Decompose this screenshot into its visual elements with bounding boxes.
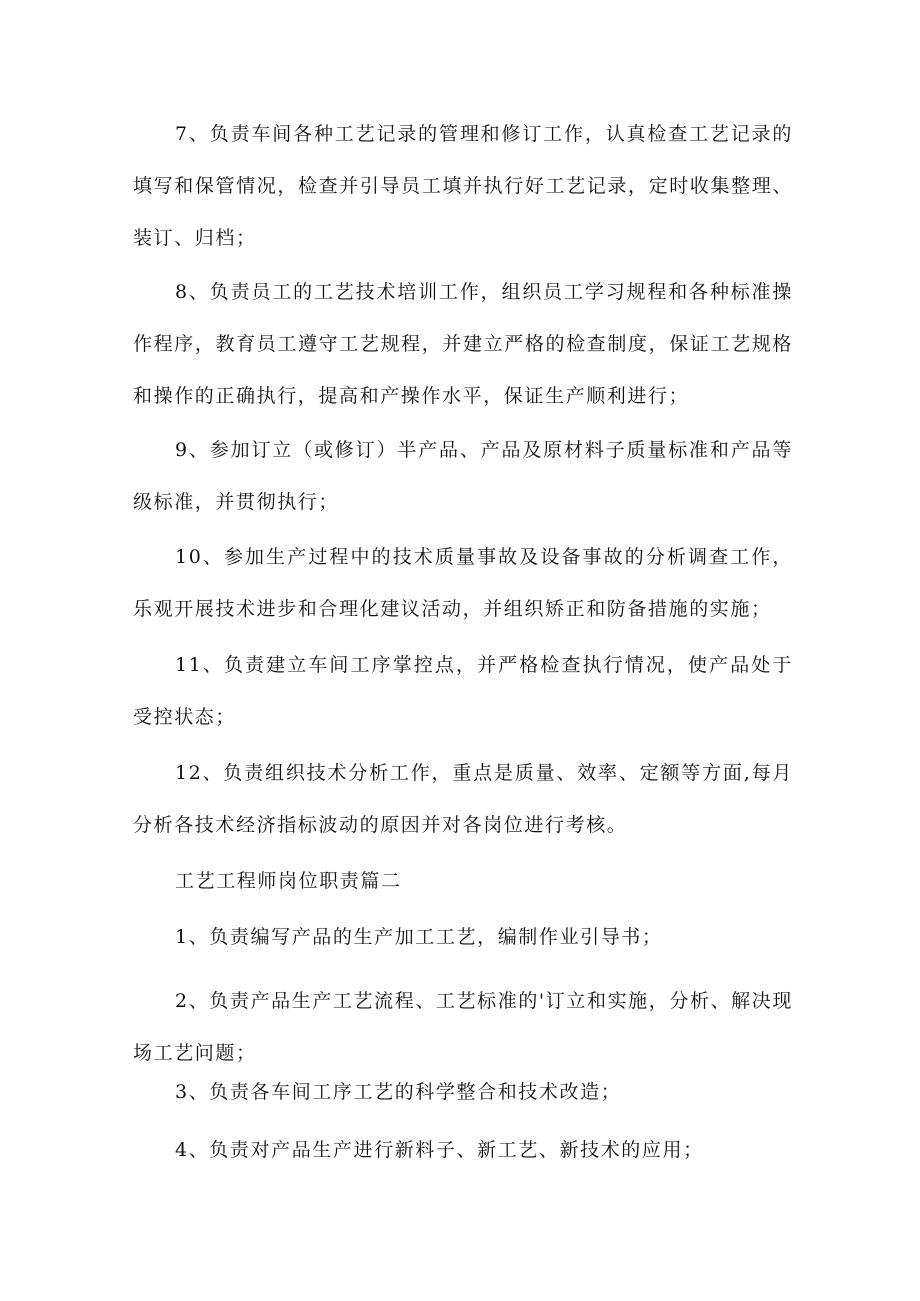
paragraph-item-11: 11、负责建立车间工序掌控点，并严格检查执行情况，使产品处于受控状态； bbox=[133, 654, 793, 728]
paragraph-item-9: 9、参加订立（或修订）半产品、产品及原材料子质量标准和产品等级标准，并贯彻执行； bbox=[133, 439, 793, 513]
paragraph-item-12: 12、负责组织技术分析工作，重点是质量、效率、定额等方面,每月分析各技术经济指标波动的原因并对各岗位进行考核。 bbox=[133, 762, 793, 836]
section-item-4: 4、负责对产品生产进行新料子、新工艺、新技术的应用； bbox=[175, 1139, 704, 1161]
paragraph-item-8: 8、负责员工的工艺技术培训工作，组织员工学习规程和各种标准操作程序，教育员工遵守工艺规程，并建立严格的检查制度，保证工艺规格和操作的正确执行，提高和产操作水平，保证生产顺利进行； bbox=[133, 281, 793, 407]
section-heading: 工艺工程师岗位职责篇二 bbox=[175, 870, 402, 892]
section-item-1: 1、负责编写产品的生产加工工艺，编制作业引导书； bbox=[175, 926, 663, 948]
paragraph-item-7: 7、负责车间各种工艺记录的管理和修订工作，认真检查工艺记录的填写和保管情况，检查并引导员工填并执行好工艺记录，定时收集整理、装订、归档； bbox=[133, 123, 793, 249]
section-item-2: 2、负责产品生产工艺流程、工艺标准的'订立和实施，分析、解决现场工艺问题； bbox=[133, 990, 793, 1064]
paragraph-item-10: 10、参加生产过程中的技术质量事故及设备事故的分析调查工作，乐观开展技术进步和合理化建议活动，并组织矫正和防备措施的实施； bbox=[133, 546, 793, 620]
section-item-3: 3、负责各车间工序工艺的科学整合和技术改造； bbox=[175, 1081, 622, 1103]
